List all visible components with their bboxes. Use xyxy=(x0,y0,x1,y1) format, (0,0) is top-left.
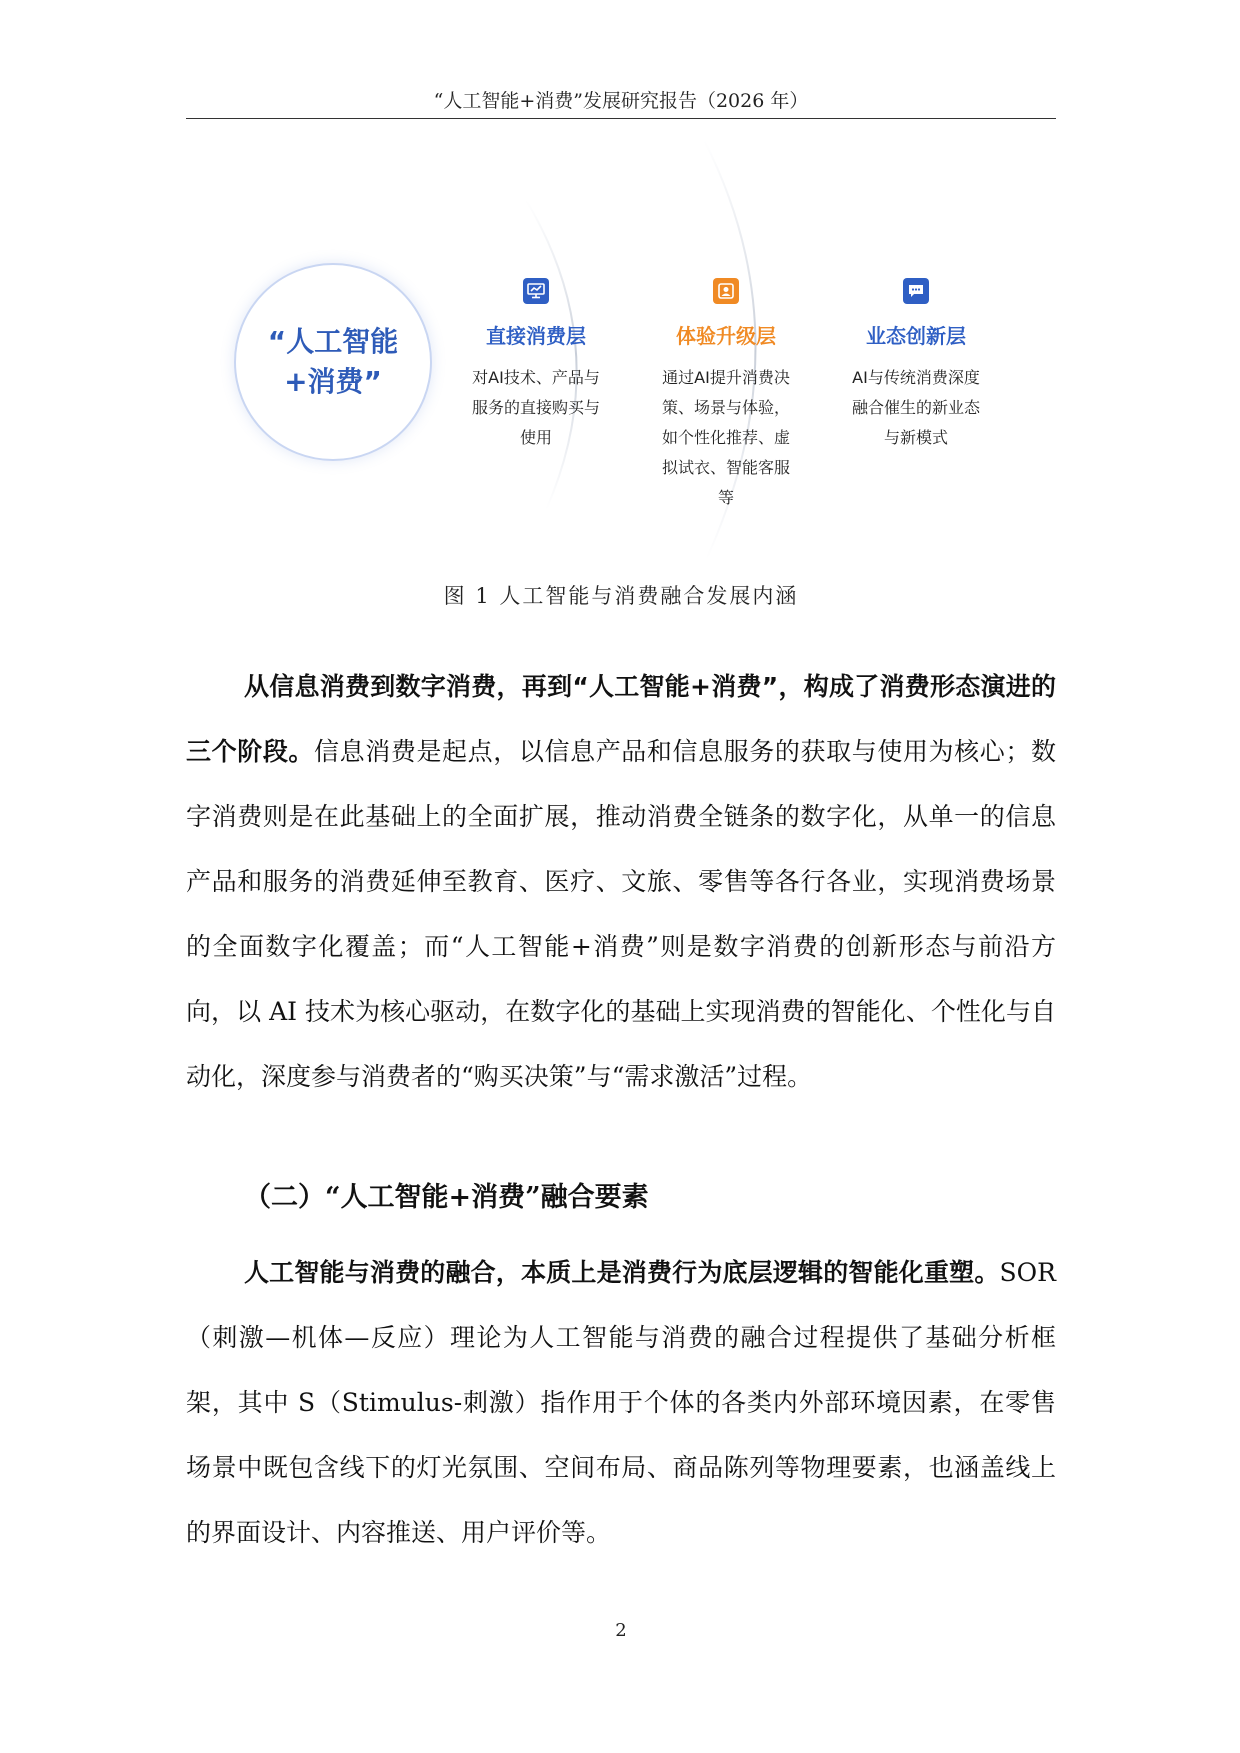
layer-description: AI与传统消费深度融合催生的新业态与新模式 xyxy=(851,368,980,447)
user-card-icon xyxy=(713,278,739,304)
paragraph-fusion-elements xyxy=(186,1240,1056,1565)
layer-experience-upgrade xyxy=(646,278,806,513)
center-concept-circle xyxy=(234,263,432,461)
figure-consumption-layers xyxy=(186,140,1056,580)
monitor-chart-icon xyxy=(523,278,549,304)
running-header: “人工智能+消费”发展研究报告（2026 年） xyxy=(433,90,809,112)
paragraph-body: SOR（刺激—机体—反应）理论为人工智能与消费的融合过程提供了基础分析框架，其中 S（Stimulus-刺激）指作用于个体的各类内外部环境因素，在零售场景中既包含线下的灯光氛围、空间布局、商品陈列等物理要素，也涵盖线上的界面设计、内容推送、用户评价等。 xyxy=(186,1258,1056,1547)
figure-caption: 图 1 人工智能与消费融合发展内涵 xyxy=(443,584,799,608)
header-rule xyxy=(186,118,1056,119)
layer-description: 通过AI提升消费决策、场景与体验，如个性化推荐、虚拟试衣、智能客服等 xyxy=(661,368,790,507)
layer-business-innovation xyxy=(836,278,996,453)
layer-title: 直接消费层 xyxy=(486,324,586,348)
paragraph-lead-bold: 从信息消费到数字消费，再到“人工智能+消费”，构成了消费形态演进的三个阶段。 xyxy=(186,672,1056,766)
chat-bubble-icon xyxy=(903,278,929,304)
layer-title: 体验升级层 xyxy=(676,324,776,348)
layer-description: 对AI技术、产品与服务的直接购买与使用 xyxy=(471,368,600,447)
layer-title: 业态创新层 xyxy=(866,324,966,348)
center-text-line1: “人工智能 xyxy=(267,325,399,358)
paragraph-consumption-stages xyxy=(186,654,1056,1109)
paragraph-lead-bold: 人工智能与消费的融合，本质上是消费行为底层逻辑的智能化重塑。 xyxy=(244,1258,1000,1287)
layer-direct-consumption xyxy=(456,278,616,453)
section-heading: （二）“人工智能+消费”融合要素 xyxy=(244,1182,649,1213)
center-text-line2: +消费” xyxy=(284,365,382,398)
paragraph-body: 信息消费是起点，以信息产品和信息服务的获取与使用为核心；数字消费则是在此基础上的全面扩展，推动消费全链条的数字化，从单一的信息产品和服务的消费延伸至教育、医疗、文旅、零售等各行各业，实现消费场景的全面数字化覆盖；而“人工智能+消费”则是数字消费的创新形态与前沿方向，以 AI 技术为核心驱动，在数字化的基础上实现消费的智能化、个性化与自动化，深度参与消费者的“购买决策”与“需求激活”过程。 xyxy=(186,737,1056,1091)
page-number: 2 xyxy=(615,1620,627,1641)
